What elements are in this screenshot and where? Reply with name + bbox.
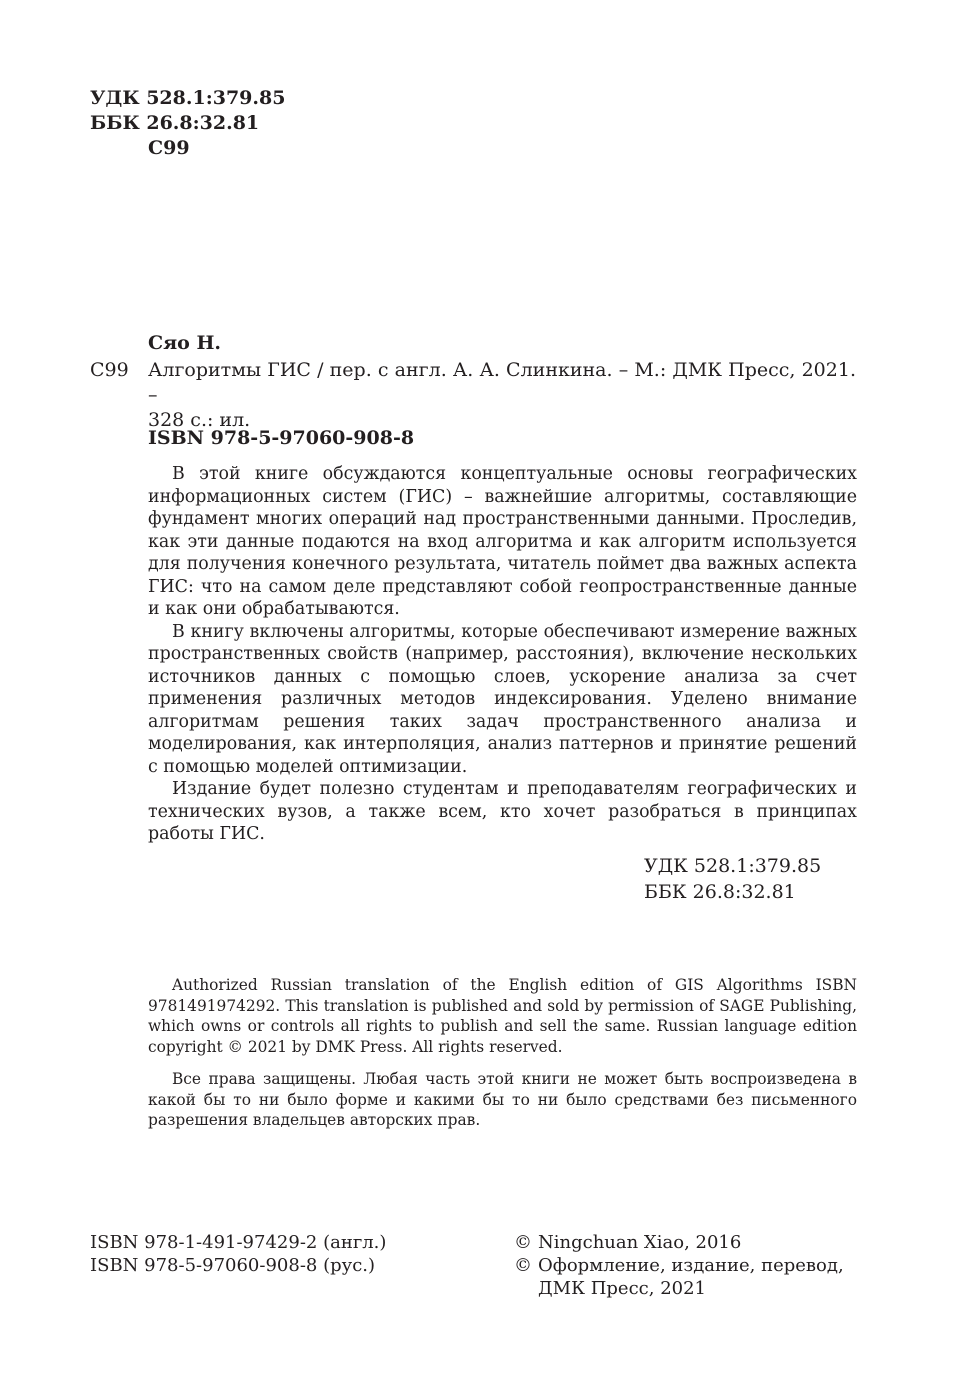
copyright-line-3: ДМК Пресс, 2021 bbox=[538, 1278, 707, 1299]
bbk-code: ББК 26.8:32.81 bbox=[90, 112, 260, 134]
bibliographic-description bbox=[148, 358, 856, 433]
udk-code: УДК 528.1:379.85 bbox=[90, 87, 286, 109]
isbn-russian: ISBN 978-5-97060-908-8 (рус.) bbox=[90, 1255, 376, 1276]
abstract-paragraph: В этой книге обсуждаются концептуальные основы географических информационных систем (ГИС) – важнейшие алгоритмы, составляющие фундамент многих операций над пространственными данными. Проследив, как эти данные подаются на вход алгоритма и как алгоритм используется для получения конечного результата, читатель поймет два важных аспекта ГИС: что на самом деле представляют собой геопространственные данные и как они обрабатываются. bbox=[148, 464, 857, 619]
copyright-icon: © bbox=[514, 1255, 532, 1276]
copyright-block bbox=[514, 1231, 844, 1300]
bibliographic-line-2: 328 с.: ил. bbox=[148, 409, 251, 431]
legal-notice-english bbox=[148, 975, 857, 1057]
abstract bbox=[148, 463, 857, 846]
copyright-line-2 bbox=[514, 1254, 844, 1277]
udk-code-bottom: УДК 528.1:379.85 bbox=[644, 855, 822, 877]
isbn-main: ISBN 978-5-97060-908-8 bbox=[148, 427, 415, 449]
legal-notice-russian bbox=[148, 1069, 857, 1131]
legal-english-text: Authorized Russian translation of the English edition of GIS Algorithms ISBN 9781491974292. This translation is published and sold by permission of SAGE Publishing, which owns or controls all rights to publish and sell the same. Russian language edition copyright © 2021 by DMK Press. All rights reserved. bbox=[148, 976, 857, 1056]
classification-codes-top bbox=[90, 86, 285, 161]
author-name: Сяо Н. bbox=[148, 332, 222, 354]
abstract-paragraph: Издание будет полезно студентам и преподавателям географических и технических вузов, а также всем, кто хочет разобраться в принципах работы ГИС. bbox=[148, 779, 857, 844]
author-mark: С99 bbox=[148, 137, 190, 159]
copyright-holder-author: Ningchuan Xiao, 2016 bbox=[538, 1232, 742, 1253]
isbn-list bbox=[90, 1231, 386, 1277]
classification-codes-bottom bbox=[644, 853, 821, 905]
copyright-line-1 bbox=[514, 1231, 844, 1254]
bibliographic-line-1: Алгоритмы ГИС / пер. с англ. А. А. Слинкина. – М.: ДМК Пресс, 2021. – bbox=[148, 359, 856, 406]
copyright-holder-publisher: Оформление, издание, перевод, bbox=[538, 1255, 844, 1276]
legal-russian-text: Все права защищены. Любая часть этой книги не может быть воспроизведена в какой бы то ни было форме и какими бы то ни было средствами без письменного разрешения владельцев авторских прав. bbox=[148, 1070, 857, 1129]
bbk-code-bottom: ББК 26.8:32.81 bbox=[644, 881, 796, 903]
isbn-english: ISBN 978-1-491-97429-2 (англ.) bbox=[90, 1232, 387, 1253]
catalog-author-mark: С99 bbox=[90, 359, 129, 381]
abstract-paragraph: В книгу включены алгоритмы, которые обеспечивают измерение важных пространственных свойств (например, расстояния), включение нескольких источников данных с помощью слоев, ускорение анализа за счет применения различных методов индексирования. Уделено внимание алгоритмам решения таких задач пространственного анализа и моделирования, как интерполяция, анализ паттернов и принятие решений с помощью моделей оптимизации. bbox=[148, 621, 857, 777]
copyright-icon: © bbox=[514, 1232, 532, 1253]
